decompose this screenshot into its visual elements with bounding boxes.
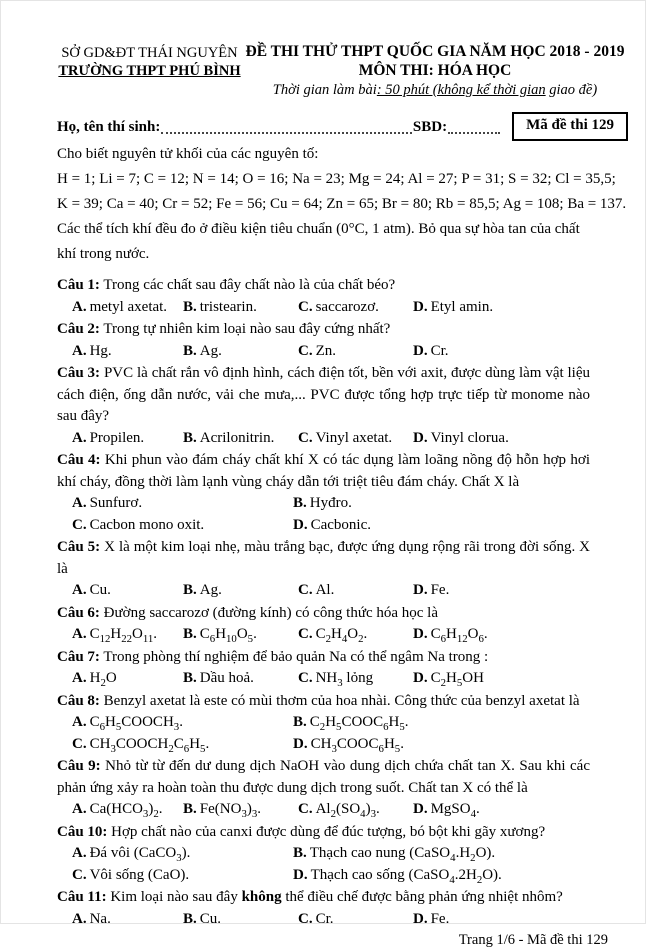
question-2-option-b: B. Ag. (183, 342, 222, 359)
question-1-option-d: D. Etyl amin. (413, 298, 494, 315)
question-7-text: Câu 7: Trong phòng thí nghiệm để bảo quản Na có thể ngâm Na trong : (57, 648, 489, 665)
question-2-options (57, 341, 590, 363)
atomic-mass-list-1: H = 1; Li = 7; C = 12; N = 14; O = 16; Na = 23; Mg = 24; Al = 27; P = 31; S = 32; Cl = 35,5; (57, 171, 616, 187)
question-4-text: Câu 4: Khi phun vào đám cháy chất khí X có tác dụng làm loãng nồng độ hỗn hợp hơi khí cháy, đồng thời làm lạnh vùng cháy dẫn tới triệt tiêu đám cháy. Chất X là (57, 452, 590, 490)
atomic-mass-intro: Cho biết nguyên tử khối của các nguyên tố: (57, 146, 319, 162)
exam-subject: MÔN THI: HÓA HỌC (358, 62, 512, 79)
student-name-label: Họ, tên thí sinh: (57, 119, 161, 135)
question-10-option-c: C. Vôi sống (CaO). (72, 866, 190, 883)
question-4-option-c: C. Cacbon mono oxit. (72, 516, 205, 533)
exam-instructions (57, 142, 627, 267)
department-name: SỞ GD&ĐT THÁI NGUYÊN (61, 45, 238, 61)
question-2-label: Câu 2: (57, 321, 100, 337)
question-11-option-d: D. Fe. (413, 910, 450, 927)
exam-header (57, 42, 628, 99)
question-1-option-a: A. metyl axetat. (72, 298, 168, 315)
student-info-row (57, 112, 628, 137)
exam-title-block (242, 42, 628, 99)
page-footer (57, 931, 608, 949)
question-10-option-b: B. Thạch cao nung $(CaSO_4.H_2O)$. (293, 845, 496, 864)
student-name-blank-field (161, 117, 412, 134)
question-4-option-d: D. Cacbonic. (293, 516, 371, 533)
question-11-options (57, 909, 590, 931)
question-9-option-b: B. $Fe(NO_3)_3$. (183, 801, 261, 820)
question-2-option-c: C. Zn. (298, 342, 337, 359)
question-5-option-d: D. Fe. (413, 582, 450, 598)
question-10-text: Câu 10: Hợp chất nào của canxi được dùng để đúc tượng, bó bột khi gãy xương? (57, 823, 546, 840)
question-5-option-c: C. Al. (298, 582, 335, 598)
question-4-option-b: B. Hyđro. (293, 495, 352, 511)
question-6-text: Câu 6: Đường saccarozơ (đường kính) có công thức hóa học là (57, 604, 439, 621)
question-3-label: Câu 3: (57, 365, 101, 381)
question-9-option-a: A. $Ca(HCO_3)_2$. (72, 801, 163, 820)
sbd-blank-field (448, 117, 500, 134)
question-3-option-d: D. Vinyl clorua. (413, 429, 509, 446)
question-11-option-a: A. Na. (72, 910, 111, 927)
question-8-option-d: D. $CH_3COOC_6H_5$. (293, 735, 404, 755)
school-name: TRƯỜNG THPT PHÚ BÌNH (58, 63, 241, 79)
question-1-option-b: B. tristearin. (183, 298, 257, 315)
question-8-option-a: A. $C_6H_5COOCH_3$. (72, 714, 183, 733)
question-1-options (57, 297, 590, 319)
question-4-option-a: A. Sunfurơ. (72, 495, 143, 511)
school-block (57, 42, 242, 80)
question-11-label: Câu 11: (57, 889, 107, 905)
question-9-text: Câu 9: Nhỏ từ từ đến dư dung dịch NaOH vào dung dịch chứa chất tan X. Sau khi các phản ứng xảy ra hoàn toàn thu được dung dịch trong suốt. Chất tan X có thể là (57, 758, 591, 796)
question-6-option-b: B. $C_6H_{10}O_5$. (183, 626, 257, 645)
question-7-option-c: C. $NH_3$ lỏng (298, 670, 374, 689)
exam-duration-underlined: : 50 phút (không kể thời gian (376, 82, 546, 98)
question-8-option-b: B. $C_2H_5COOC_6H_5$. (293, 714, 409, 733)
question-3-options (57, 428, 590, 450)
conditions-note: Các thể tích khí đều đo ở điều kiện tiêu chuẩn (0°C, 1 atm). Bỏ qua sự hòa tan của chất khí trong nước. (57, 221, 580, 262)
question-8-label: Câu 8: (57, 692, 100, 709)
question-1-label: Câu 1: (57, 277, 100, 293)
question-10-options (57, 843, 590, 886)
question-4-label: Câu 4: (57, 452, 101, 468)
page-number: Trang 1/6 - Mã đề thi 129 (458, 932, 608, 948)
question-10 (57, 822, 590, 887)
question-7-option-d: D. $C_2H_5OH$ (413, 670, 484, 689)
question-3-option-c: C. Vinyl axetat. (298, 429, 393, 446)
atomic-mass-list-2: K = 39; Ca = 40; Cr = 52; Fe = 56; Cu = 64; Zn = 65; Br = 80; Rb = 85,5; Ag = 108; Ba = 137. (57, 196, 627, 212)
question-5 (57, 537, 590, 602)
question-7-options (57, 668, 590, 690)
exam-duration-suffix: giao đề) (545, 82, 598, 98)
question-6 (57, 603, 590, 646)
question-11-text: Câu 11: Kim loại nào sau đây không thể điều chế được bằng phản ứng nhiệt nhôm? (57, 889, 563, 905)
question-6-label: Câu 6: (57, 604, 100, 621)
question-4 (57, 450, 590, 536)
question-8-option-c: C. $CH_3COOCH_2C_6H_5$. (72, 735, 210, 755)
question-1-text: Câu 1: Trong các chất sau đây chất nào là của chất béo? (57, 277, 396, 293)
question-9-label: Câu 9: (57, 758, 101, 774)
exam-title: ĐỀ THI THỬ THPT QUỐC GIA NĂM HỌC 2018 - 2019 (245, 43, 625, 60)
question-6-option-c: C. $C_2H_4O_2$. (298, 626, 368, 645)
question-6-option-a: A. $C_{12}H_{22}O_{11}$. (72, 626, 158, 645)
question-6-options (57, 624, 590, 646)
question-7 (57, 647, 590, 690)
question-5-option-b: B. Ag. (183, 582, 222, 598)
question-11-option-c: C. Cr. (298, 910, 334, 927)
question-2-text: Câu 2: Trong tự nhiên kim loại nào sau đây cứng nhất? (57, 321, 391, 337)
question-9 (57, 756, 590, 821)
question-8-options (57, 712, 590, 755)
question-5-option-a: A. Cu. (72, 582, 111, 598)
question-5-options (57, 580, 590, 602)
exam-duration-prefix: Thời gian làm bài (272, 82, 377, 98)
question-9-option-d: D. MgSO$_4$. (413, 801, 480, 820)
exam-code-box (512, 112, 628, 141)
question-1 (57, 275, 590, 318)
questions-section (57, 275, 590, 931)
question-8 (57, 691, 590, 756)
question-9-option-c: C. $Al_2(SO_4)_3$. (298, 801, 380, 820)
question-5-label: Câu 5: (57, 539, 101, 555)
sbd-label: SBD: (412, 119, 448, 135)
question-3-option-a: A. Propilen. (72, 429, 145, 446)
question-7-option-b: B. Dầu hoả. (183, 670, 254, 686)
exam-duration (242, 81, 628, 99)
question-5-text: Câu 5: X là một kim loại nhẹ, màu trắng bạc, được ứng dụng rộng rãi trong đời sống. X là (57, 539, 590, 577)
question-3-option-b: B. Acrilonitrin. (183, 429, 275, 446)
question-9-options (57, 799, 590, 821)
question-10-option-a: A. Đá vôi (CaCO$_3$). (72, 845, 191, 864)
question-7-option-a: A. $H_2O$ (72, 670, 117, 689)
question-11 (57, 887, 590, 930)
question-7-label: Câu 7: (57, 648, 100, 665)
question-2-option-a: A. Hg. (72, 342, 112, 359)
question-10-label: Câu 10: (57, 823, 108, 840)
question-3-text: Câu 3: PVC là chất rắn vô định hình, cách điện tốt, bền với axit, được dùng làm vật liệu cách điện, ống dẫn nước, vải che mưa,... PVC được tổng hợp trực tiếp từ monome nào sau đây? (57, 365, 591, 424)
question-10-option-d: D. Thạch cao sống $(CaSO_4.2H_2O)$. (293, 866, 502, 886)
question-2-option-d: D. Cr. (413, 342, 449, 359)
question-6-option-d: D. $C_6H_{12}O_6$. (413, 626, 488, 645)
question-3 (57, 363, 590, 449)
question-8-text: Câu 8: Benzyl axetat là este có mùi thơm của hoa nhài. Công thức của benzyl axetat là (57, 692, 580, 709)
question-2 (57, 319, 590, 362)
question-1-option-c: C. saccarozơ. (298, 298, 379, 315)
question-4-options (57, 493, 590, 536)
question-11-option-b: B. Cu. (183, 910, 222, 927)
exam-code: Mã đề thi 129 (526, 117, 614, 133)
